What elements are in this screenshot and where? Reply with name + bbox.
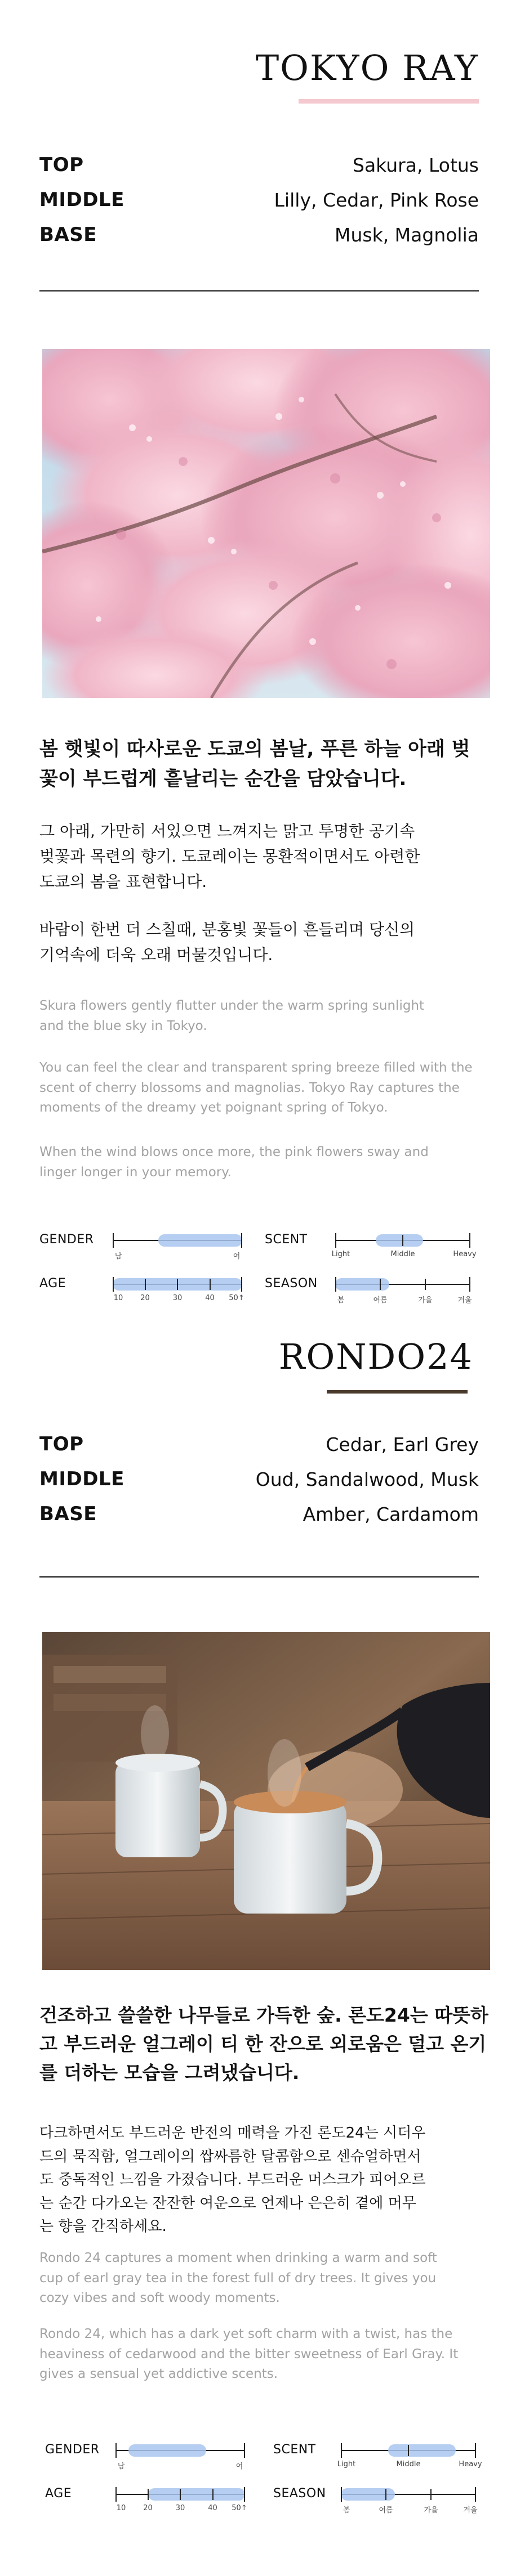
age-scale-tick	[145, 1279, 146, 1290]
note-label: TOP	[39, 1433, 84, 1455]
gender-scale-end	[244, 2443, 245, 2458]
product-name-underline	[327, 1390, 468, 1394]
description-en-1: Rondo 24 captures a moment when drinking a warm and soft cup of earl gray tea in the forest full of dry trees. It gives you cozy vibes and soft woody moments.	[39, 2251, 437, 2306]
season-tick-label: 겨울	[457, 1296, 472, 1305]
season-tick-label: 가을	[424, 2506, 438, 2515]
cherry-blossom-photo	[42, 349, 490, 698]
season-scale-tick	[380, 1279, 381, 1290]
season-level-fill	[335, 1278, 389, 1291]
gender-scale	[113, 1240, 242, 1261]
scent-scale	[337, 2450, 482, 2469]
age-scale	[113, 1284, 244, 1302]
note-value: Amber, Cardamom	[303, 1503, 479, 1525]
gender-tick-label: 여	[233, 1252, 241, 1261]
gender-level-fill	[128, 2444, 206, 2457]
age-scale	[115, 2494, 247, 2512]
age-scale-tick	[177, 1279, 178, 1290]
scent-scale	[331, 1240, 477, 1258]
age-tick-label: 10	[113, 1294, 123, 1302]
description-ko-1: 그 아래, 가만히 서있으면 느껴지는 맑고 투명한 공기속 벚꽃과 목련의 향기. 도쿄레이는 몽환적이면서도 아련한 도쿄의 봄을 표현합니다.	[39, 822, 420, 891]
description-en-2: You can feel the clear and transparent spring breeze filled with the scent of cherry blossoms and magnolias. Tokyo Ray captures the moments of the dreamy yet poignant spring of Tokyo.	[39, 1060, 473, 1115]
note-label: BASE	[39, 223, 97, 246]
gender-scale-end	[115, 2443, 117, 2458]
note-label: BASE	[39, 1503, 97, 1525]
age-tick-label: 40	[208, 2504, 217, 2512]
description-en-1: Skura flowers gently flutter under the warm spring sunlight and the blue sky in Tokyo.	[39, 998, 425, 1033]
note-base	[39, 217, 479, 252]
age-tick-label: 40	[205, 1294, 215, 1302]
age-scale-end	[241, 1277, 242, 1292]
age-label: AGE	[45, 2487, 72, 2501]
season-label: SEASON	[273, 2487, 326, 2501]
cherry-blossom-image	[42, 349, 490, 698]
description-heading-ko: 건조하고 쓸쓸한 나무들로 가득한 숲. 론도24는 따뜻하고 부드러운 얼그레이 티 한 잔으로 외로움은 덜고 온기를 더하는 모습을 그려냈습니다.	[39, 2004, 488, 2084]
season-scale-end	[469, 1277, 470, 1292]
product-name-underline	[299, 99, 479, 104]
note-top	[39, 147, 479, 182]
age-level-fill	[148, 2488, 246, 2501]
age-tick-label: 50↑	[229, 1294, 244, 1302]
scent-label: SCENT	[265, 1233, 308, 1247]
season-scale	[341, 2494, 478, 2515]
tea-pouring-image	[42, 1632, 490, 1970]
age-scale-tick	[212, 2489, 214, 2500]
section-divider	[39, 290, 479, 292]
gender-tick-label: 여	[235, 2462, 243, 2471]
season-scale-end	[335, 1277, 336, 1292]
gender-label: GENDER	[39, 1233, 94, 1247]
description-en-2: Rondo 24, which has a dark yet soft charm with a twist, has the heaviness of cedarwood and the bitter sweetness of Earl Gray. It gives a sensual yet addictive scents.	[39, 2327, 459, 2382]
season-level-fill	[341, 2488, 395, 2501]
season-tick-label: 가을	[418, 1296, 433, 1305]
description-ko-1: 다크하면서도 부드러운 반전의 매력을 가진 론도24는 시더우드의 묵직함, 얼그레이의 쌉싸름한 달콤함으로 센슈얼하면서도 중독적인 느낌을 가졌습니다. 부드러운 머스크가 피어오르는 순간 다가오는 잔잔한 여운으로 언제나 은은히 곁에 머무는 향을 간직하세요.	[39, 2125, 426, 2235]
age-scale-tick	[180, 2489, 181, 2500]
attributes-rondo24	[0, 2443, 507, 2521]
note-middle	[39, 182, 479, 217]
note-label: MIDDLE	[39, 1468, 124, 1490]
season-tick-label: 봄	[337, 1296, 345, 1305]
scent-scale-end	[469, 1233, 470, 1248]
scent-tick-label: Light	[337, 2460, 356, 2469]
scent-scale-tick	[402, 1235, 403, 1246]
scent-level-fill	[376, 1234, 423, 1247]
season-scale-tick	[430, 2489, 432, 2500]
note-value: Lilly, Cedar, Pink Rose	[274, 189, 479, 211]
product-name: TOKYO RAY	[255, 47, 479, 88]
age-tick-label: 30	[175, 2504, 185, 2512]
age-tick-label: 10	[116, 2504, 126, 2512]
product-rondo24	[0, 1336, 507, 2576]
season-tick-label: 겨울	[463, 2506, 478, 2515]
age-tick-label: 50↑	[232, 2504, 247, 2512]
description-ko-2: 바람이 한번 더 스칠때, 분홍빛 꽃들이 흔들리며 당신의 기억속에 더욱 오래 머물것입니다.	[39, 920, 415, 964]
note-base	[39, 1497, 479, 1531]
note-middle	[39, 1462, 479, 1497]
scent-tick-label: Middle	[396, 2460, 421, 2469]
scent-label: SCENT	[273, 2443, 316, 2457]
note-value: Oud, Sandalwood, Musk	[255, 1468, 479, 1490]
season-label: SEASON	[265, 1276, 318, 1291]
description-heading-ko: 봄 햇빛이 따사로운 도쿄의 봄날, 푸른 하늘 아래 벚꽃이 부드럽게 흩날리는 순간을 담았습니다.	[39, 738, 470, 790]
gender-scale-end	[241, 1233, 242, 1248]
attributes-tokyo-ray	[0, 1233, 507, 1311]
season-tick-label: 여름	[379, 2506, 393, 2515]
scent-level-fill	[388, 2444, 456, 2457]
age-label: AGE	[39, 1276, 66, 1291]
age-scale-end	[113, 1277, 114, 1292]
note-label: TOP	[39, 154, 84, 176]
gender-scale-end	[113, 1233, 114, 1248]
season-tick-label: 여름	[373, 1296, 388, 1305]
age-scale-end	[244, 2487, 245, 2502]
gender-label: GENDER	[45, 2443, 100, 2457]
season-scale-end	[475, 2487, 476, 2502]
season-scale-tick	[385, 2489, 386, 2500]
age-scale-tick	[210, 1279, 211, 1290]
gender-tick-label: 남	[117, 2462, 125, 2471]
note-value: Musk, Magnolia	[335, 223, 479, 246]
scent-tick-label: Middle	[390, 1250, 415, 1258]
season-tick-label: 봄	[343, 2506, 350, 2515]
note-top	[39, 1427, 479, 1462]
scent-tick-label: Heavy	[459, 2460, 482, 2469]
scent-scale-end	[475, 2443, 476, 2458]
fragrance-notes	[39, 1427, 479, 1531]
season-scale-tick	[425, 1279, 426, 1290]
note-value: Sakura, Lotus	[353, 154, 479, 176]
age-tick-label: 30	[172, 1294, 183, 1302]
gender-scale	[115, 2450, 245, 2471]
gender-level-fill	[158, 1234, 243, 1247]
fragrance-notes	[39, 147, 479, 252]
note-value: Cedar, Earl Grey	[326, 1433, 479, 1455]
age-tick-label: 20	[143, 2504, 153, 2512]
season-scale	[335, 1284, 472, 1305]
tea-pouring-photo	[42, 1632, 490, 1970]
age-scale-end	[115, 2487, 117, 2502]
scent-scale-end	[335, 1233, 336, 1248]
scent-tick-label: Heavy	[453, 1250, 477, 1258]
product-tokyo-ray	[0, 0, 507, 1261]
season-scale-end	[341, 2487, 342, 2502]
age-scale-tick	[148, 2489, 149, 2500]
description-en-3: When the wind blows once more, the pink flowers sway and linger longer in your memory.	[39, 1145, 429, 1180]
scent-scale-tick	[408, 2445, 409, 2456]
product-name: RONDO24	[278, 1336, 473, 1377]
section-divider	[39, 1576, 479, 1578]
note-label: MIDDLE	[39, 189, 124, 211]
age-tick-label: 20	[140, 1294, 150, 1302]
gender-tick-label: 남	[114, 1252, 122, 1261]
scent-scale-end	[341, 2443, 342, 2458]
scent-tick-label: Light	[331, 1250, 350, 1258]
